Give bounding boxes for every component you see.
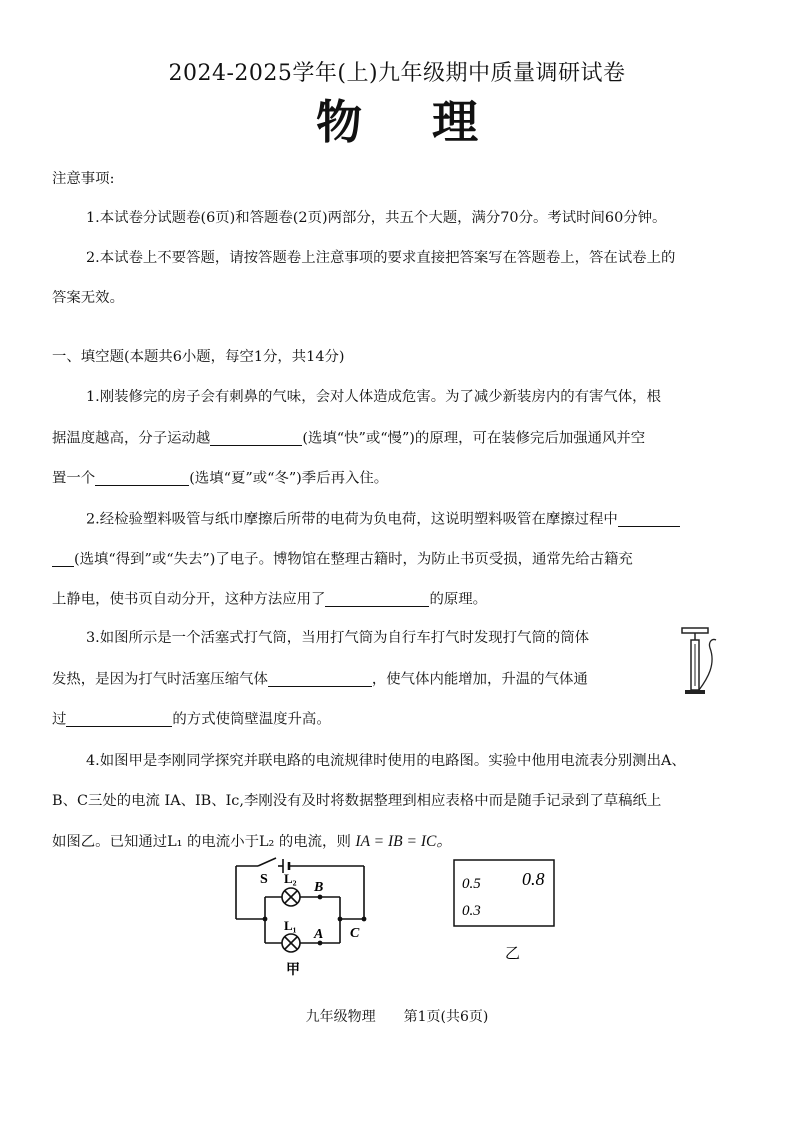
page-footer — [0, 1006, 794, 1026]
l1-label: L₁ — [284, 918, 297, 933]
q2-blank-2[interactable] — [325, 591, 429, 607]
q3-line-2: 发热，是因为打气时活塞压缩气体 ，使气体内能增加，升温的气体通 — [52, 671, 588, 688]
notice-item-2-line-1: 2.本试卷上不要答题，请按答题卷上注意事项的要求直接把答案写在答题卷上，答在试卷上的 — [86, 250, 676, 266]
q2-blank-1b[interactable] — [52, 551, 74, 567]
q4-line-2: B、C三处的电流 IA、IB、Ic,李刚没有及时将数据整理到相应表格中而是随手记录到了草稿纸上 — [52, 793, 662, 809]
note-value-1: 0.5 — [462, 876, 481, 892]
point-a-label: A — [314, 927, 324, 942]
subject-title: 物理 — [316, 95, 548, 149]
q2-line-1: 2.经检验塑料吸管与纸巾摩擦后所带的电荷为负电荷，这说明塑料吸管在摩擦过程中 — [86, 511, 680, 527]
q2-blank-1a[interactable] — [618, 511, 680, 527]
footer-subject: 九年级物理 — [305, 1009, 376, 1025]
note-value-2: 0.8 — [522, 869, 545, 889]
q3-blank-2[interactable] — [66, 711, 172, 727]
l2-label: L₂ — [284, 871, 297, 886]
q2-line-3: 上静电，使书页自动分开，这种方法应用了 的原理。 — [52, 591, 488, 608]
notice-heading: 注意事项: — [52, 171, 115, 187]
switch-label: S — [260, 872, 268, 887]
q1-blank-1[interactable] — [210, 430, 302, 446]
q3-line-1: 3.如图所示是一个活塞式打气筒，当用打气筒为自行车打气时发现打气筒的筒体 — [86, 630, 590, 646]
q3-blank-1[interactable] — [268, 671, 372, 687]
q1-line-3: 置一个 (选填“夏”或“冬”)季后再入住。 — [52, 470, 389, 487]
q4-line-3: 如图乙。已知通过L₁ 的电流小于L₂ 的电流，则 IA = IB = IC。 — [52, 833, 452, 850]
section-1-heading: 一、填空题(本题共6小题，每空1分，共14分) — [52, 349, 345, 365]
q1-blank-2[interactable] — [95, 470, 189, 486]
q4-formula: IA = IB = IC。 — [355, 833, 452, 850]
q1-line-2: 据温度越高，分子运动越 (选填“快”或“慢”)的原理，可在装修完后加强通风并空 — [52, 430, 646, 447]
footer-page-number: 第1页(共6页) — [403, 1009, 489, 1025]
exam-title: 2024-2025学年(上)九年级期中质量调研试卷 — [168, 61, 626, 86]
notice-item-2-line-2: 答案无效。 — [52, 290, 124, 306]
air-pump-figure — [674, 626, 734, 702]
circuit-diagram — [228, 852, 388, 980]
circuit-caption: 甲 — [286, 963, 300, 978]
note-value-3: 0.3 — [462, 903, 481, 919]
point-c-label: C — [350, 926, 360, 941]
q2-line-2: (选填“得到”或“失去”)了电子。博物馆在整理古籍时，为防止书页受损，通常先给古籍充 — [52, 551, 633, 567]
q4-line-1: 4.如图甲是李刚同学探究并联电路的电流规律时使用的电路图。实验中他用电流表分别测出A、 — [86, 753, 686, 769]
draft-note-figure — [452, 858, 562, 968]
point-b-label: B — [314, 880, 324, 895]
note-caption: 乙 — [505, 946, 521, 962]
q1-line-1: 1.刚装修完的房子会有刺鼻的气味，会对人体造成危害。为了减少新装房内的有害气体，根 — [86, 389, 661, 405]
q3-line-3: 过 的方式使筒壁温度升高。 — [52, 711, 331, 728]
notice-item-1: 1.本试卷分试题卷(6页)和答题卷(2页)两部分，共五个大题，满分70分。考试时间60分钟。 — [86, 210, 667, 226]
